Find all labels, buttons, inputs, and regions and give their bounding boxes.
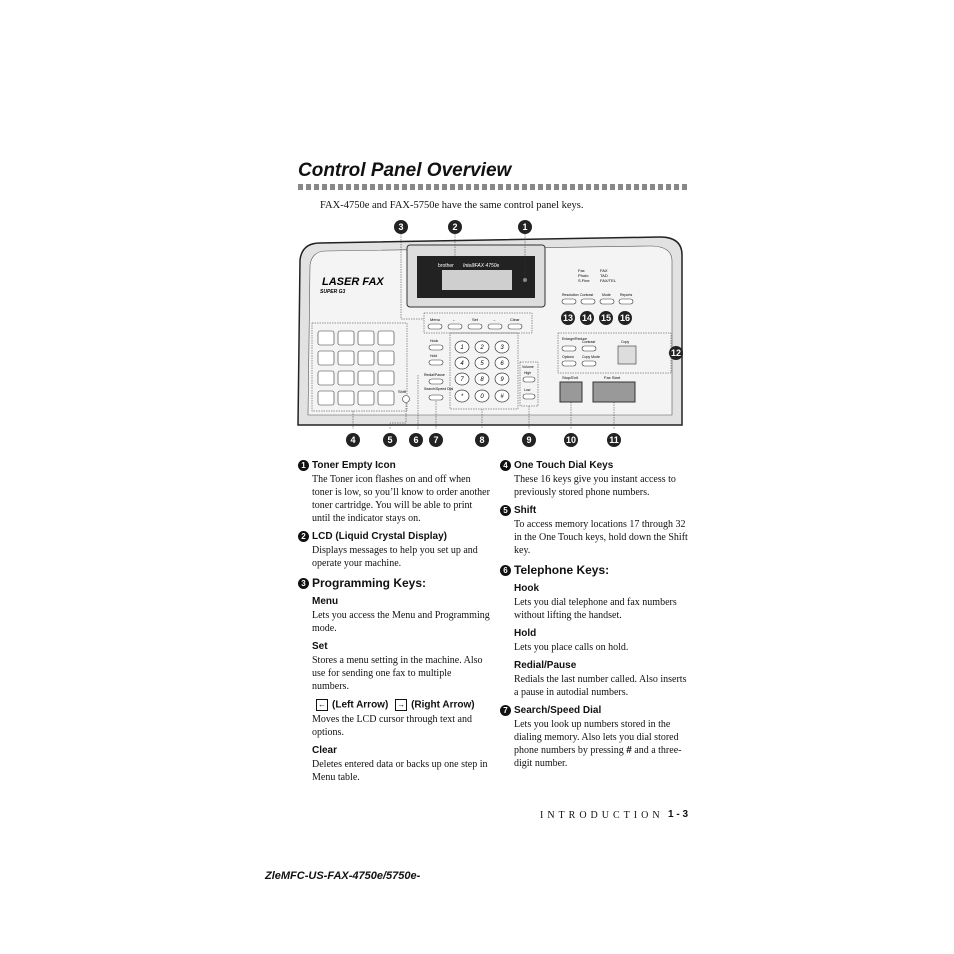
callout-15: 15 [600, 313, 611, 323]
hook-key[interactable] [429, 345, 443, 350]
callout-8: 8 [475, 433, 489, 447]
set-key-label: Set [472, 317, 479, 322]
one-touch-body: These 16 keys give you instant access to previously stored phone numbers. [514, 474, 676, 498]
callout-9: 9 [522, 433, 536, 447]
search-label: Search/Speed Dial [424, 387, 454, 391]
programming-heading: Programming Keys: [312, 576, 427, 590]
options-label: Options [562, 355, 575, 359]
right-column [500, 460, 692, 776]
copy-contrast-label: Contrast [582, 340, 596, 344]
shift-key[interactable] [403, 396, 410, 403]
svg-text:4: 4 [460, 361, 464, 367]
mode-label: Mode [602, 293, 611, 297]
svg-text:7: 7 [460, 377, 464, 383]
contrast-label: Contrast [580, 293, 594, 297]
volume-low-key[interactable] [523, 394, 535, 399]
mode-fax-tel: FAX/TEL [600, 278, 617, 283]
svg-text:1: 1 [460, 345, 464, 351]
svg-text:5: 5 [480, 361, 484, 367]
right-arrow-key[interactable] [488, 324, 502, 329]
menu-subheading: Menu [312, 596, 339, 607]
left-arrow-icon: ← [318, 700, 326, 709]
redial-body: Redials the last number called. Also inserts a pause in autodial numbers. [514, 674, 687, 698]
item-number: 6 [500, 565, 511, 576]
callout-5: 5 [383, 433, 397, 447]
options-key[interactable] [562, 361, 576, 366]
callout-13: 13 [562, 313, 573, 323]
menu-key[interactable] [428, 324, 442, 329]
lcd-heading: LCD (Liquid Crystal Display) [312, 531, 448, 542]
control-panel-diagram [290, 215, 690, 455]
lcd-body: Displays messages to help you set up and operate your machine. [312, 545, 478, 569]
toner-body: The Toner icon flashes on and off when toner is low, so you’ll know to order another toner cartridge. You will be able to print until the indicator stays on. [312, 474, 490, 524]
callout-2: 2 [448, 220, 462, 234]
search-speed-dial-key[interactable] [429, 395, 443, 400]
menu-key-label: Menu [430, 317, 441, 322]
resolution-label: Resolution [562, 293, 579, 297]
brand-sub: SUPER G3 [320, 289, 346, 295]
search-body: Lets you look up numbers stored in the dialing memory. Also lets you dial stored phone numbers by pressing # and a three-digit number. [514, 719, 682, 769]
volume-high-label: High [524, 371, 532, 375]
svg-text:#: # [500, 394, 504, 400]
volume-label: Volume [522, 365, 534, 369]
item-number: 4 [500, 460, 511, 471]
copy-label: Copy [621, 340, 630, 344]
mode-sfine: S.Fine [578, 278, 590, 283]
mode-tad: TAD [600, 273, 608, 278]
clear-body: Deletes entered data or backs up one step in Menu table. [312, 759, 488, 783]
copy-key[interactable] [618, 346, 636, 364]
mode-fax-receive: FAX [600, 268, 608, 273]
reports-key[interactable] [619, 299, 633, 304]
copy-mode-label: Copy Mode [582, 355, 600, 359]
search-heading: Search/Speed Dial [514, 705, 602, 716]
clear-key-label: Clear [510, 317, 520, 322]
callout-4: 4 [346, 433, 360, 447]
stop-label: Stop/Exit [562, 375, 579, 380]
clear-key[interactable] [508, 324, 522, 329]
callout-16: 16 [619, 313, 630, 323]
mode-photo: Photo [578, 273, 589, 278]
hold-body: Lets you place calls on hold. [514, 642, 629, 653]
callout-12: 12 [670, 348, 681, 358]
brand-logo: LASER FAX [322, 276, 384, 288]
lcd-model: IntelliFAX 4750e [463, 263, 500, 269]
one-touch-heading: One Touch Dial Keys [514, 460, 614, 471]
arrow-body: Moves the LCD cursor through text and options. [312, 714, 472, 738]
item-number: 1 [298, 460, 309, 471]
page-number: 1 - 3 [668, 809, 689, 820]
toner-heading: Toner Empty Icon [312, 460, 396, 471]
start-label: Fax Start [604, 375, 621, 380]
redial-pause-key[interactable] [429, 379, 443, 384]
arrow-subheading: ← (Left Arrow) → (Right Arrow) [318, 699, 475, 711]
mode-fax: Fax [578, 268, 585, 273]
telephone-heading: Telephone Keys: [514, 563, 610, 577]
volume-low-label: Low [524, 388, 531, 392]
page-title: Control Panel Overview [298, 160, 512, 181]
left-column [298, 460, 490, 790]
menu-body: Lets you access the Menu and Programming mode. [312, 610, 490, 634]
intro-text: FAX-4750e and FAX-5750e have the same control panel keys. [320, 200, 584, 211]
callout-10: 10 [565, 435, 576, 445]
volume-high-key[interactable] [523, 377, 535, 382]
left-arrow-key-label: ← [452, 317, 456, 322]
callout-14: 14 [581, 313, 592, 323]
svg-text:9: 9 [500, 377, 504, 383]
model-code: ZleMFC-US-FAX-4750e/5750e- [265, 870, 421, 882]
fax-start-key[interactable] [593, 382, 635, 402]
redial-label: Redial/Pause [424, 373, 445, 377]
hook-body: Lets you dial telephone and fax numbers without lifting the handset. [514, 597, 677, 621]
callout-1: 1 [518, 220, 532, 234]
callout-7: 7 [429, 433, 443, 447]
toner-empty-icon [523, 278, 527, 282]
svg-text:2: 2 [480, 345, 484, 351]
item-number: 2 [298, 531, 309, 542]
svg-text:6: 6 [500, 361, 504, 367]
svg-text:3: 3 [500, 345, 504, 351]
callout-11: 11 [607, 433, 621, 447]
hold-subheading: Hold [514, 628, 537, 639]
enlarge-reduce-label: Enlarge/Reduce [562, 337, 588, 341]
lcd-brand: brother [438, 263, 454, 269]
item-number: 3 [298, 578, 309, 589]
shift-heading: Shift [514, 505, 537, 516]
set-subheading: Set [312, 641, 328, 652]
footer-section: INTRODUCTION [540, 810, 664, 821]
item-number: 5 [500, 505, 511, 516]
contrast-key[interactable] [581, 299, 595, 304]
svg-text:8: 8 [480, 377, 484, 383]
shift-label: Shift [398, 389, 407, 394]
callout-6: 6 [409, 433, 423, 447]
resolution-key[interactable] [562, 299, 576, 304]
callout-3: 3 [394, 220, 408, 234]
hook-subheading: Hook [514, 583, 539, 594]
reports-label: Reports [620, 293, 633, 297]
left-arrow-key[interactable] [448, 324, 462, 329]
copy-mode-key[interactable] [582, 361, 596, 366]
hook-label: Hook [430, 339, 439, 343]
set-body: Stores a menu setting in the machine. Also use for sending one fax to multiple numbers. [312, 655, 483, 692]
mode-key[interactable] [600, 299, 614, 304]
hold-key[interactable] [429, 360, 443, 365]
right-arrow-icon: → [397, 700, 406, 709]
svg-text:0: 0 [480, 394, 484, 400]
stop-exit-key[interactable] [560, 382, 582, 402]
shift-body: To access memory locations 17 through 32 in the One Touch keys, hold down the Shift key. [514, 519, 688, 556]
set-key[interactable] [468, 324, 482, 329]
item-number: 7 [500, 705, 511, 716]
enlarge-reduce-key[interactable] [562, 346, 576, 351]
hold-label: Hold [430, 354, 438, 358]
title-divider [298, 184, 690, 190]
redial-subheading: Redial/Pause [514, 660, 577, 671]
right-arrow-key-label: → [492, 317, 496, 322]
clear-subheading: Clear [312, 745, 338, 756]
copy-contrast-key[interactable] [582, 346, 596, 351]
svg-text:*: * [460, 394, 464, 400]
